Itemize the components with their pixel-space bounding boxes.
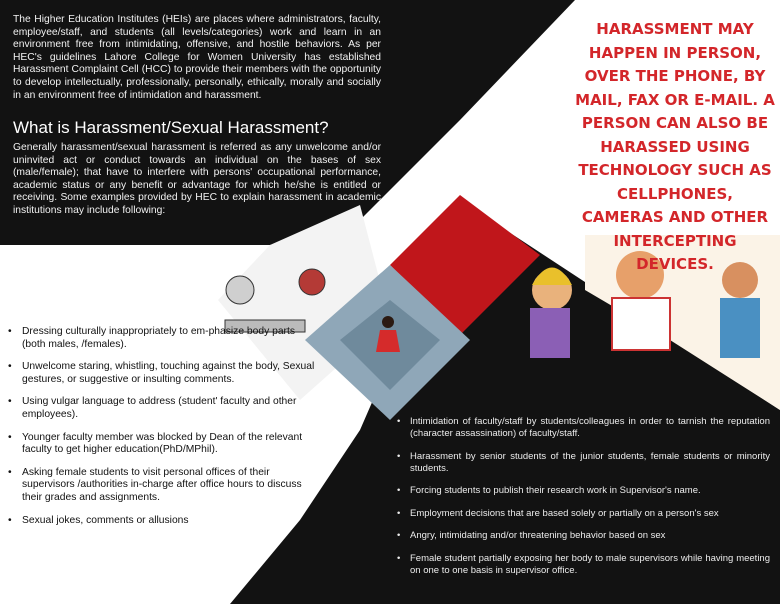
list-item: • Unwelcome staring, whistling, touching against the body, Sexual gestures, or suggestive or insulting comments. xyxy=(6,361,316,386)
list-item: • Employment decisions that are based solely or partially on a person's sex xyxy=(395,508,770,520)
cartoon-devil-head xyxy=(299,269,325,295)
list-item: • Forcing students to publish their research work in Supervisor's name. xyxy=(395,485,770,497)
definition-paragraph: Generally harassment/sexual harassment is referred as any unwelcome and/or uninvited act or conduct towards an individual on the bases of sex (male/female); that have to interfere with persons' occupational performance, academic status or any benefit or advantage for which he/she is entitled or receiving. Some examples provided by HEC to explain harassment in academic institutions may include following: xyxy=(13,142,381,216)
list-item: • Sexual jokes, comments or allusions xyxy=(6,515,316,528)
list-item: • Angry, intimidating and/or threatening behavior based on sex xyxy=(395,530,770,542)
section-heading: What is Harassment/Sexual Harassment? xyxy=(13,118,329,137)
right-examples-list xyxy=(395,416,770,587)
list-item: • Harassment by senior students of the junior students, female students or minority students. xyxy=(395,451,770,475)
callout-text: HARASSMENT MAY HAPPEN IN PERSON, OVER THE PHONE, BY MAIL, FAX OR E-MAIL. A PERSON CAN ALSO BE HARASSED USING TECHNOLOGY SUCH AS CELLPHONES, CAMERAS AND OTHER INTERCEPTING DEVICES. xyxy=(575,20,775,273)
list-item: • Dressing culturally inappropriately to em-phasize body parts (both males, /females). xyxy=(6,326,316,351)
running-woman-dress xyxy=(376,330,400,352)
cartoon-figure-right-body xyxy=(720,298,760,358)
intro-paragraph: The Higher Education Institutes (HEIs) are places where administrators, faculty, employee/staff, and students (all levels/categories) work and learn in an environment free from intimidating, offensive, and hostile behaviors. As per HEC's guidelines Lahore College for Women University has established Harassment Complaint Cell (HCC) to provide their members with the opportunity to develop intellectually, professionally, personally, ethically, morally and socially in an environment free of intimidation and harassment. xyxy=(13,14,381,101)
list-item: • Female student partially exposing her body to male supervisors while having meeting on one to one basis in supervisor office. xyxy=(395,553,770,577)
left-examples-list xyxy=(6,326,316,537)
cartoon-student-head xyxy=(226,276,254,304)
cartoon-figure-man-body xyxy=(612,298,670,350)
list-item: • Younger faculty member was blocked by Dean of the relevant faculty to get higher education(PhD/MPhil). xyxy=(6,432,316,457)
list-item: • Intimidation of faculty/staff by students/colleagues in order to tarnish the reputation (character assassination) of faculty/staff. xyxy=(395,416,770,440)
list-item: • Asking female students to visit personal offices of their supervisors /authorities in-charge after office hours to discuss their grades and assignments. xyxy=(6,467,316,505)
running-woman-head xyxy=(382,316,394,328)
list-item: • Using vulgar language to address (student' faculty and other employees). xyxy=(6,396,316,421)
cartoon-figure-woman-body xyxy=(530,308,570,358)
